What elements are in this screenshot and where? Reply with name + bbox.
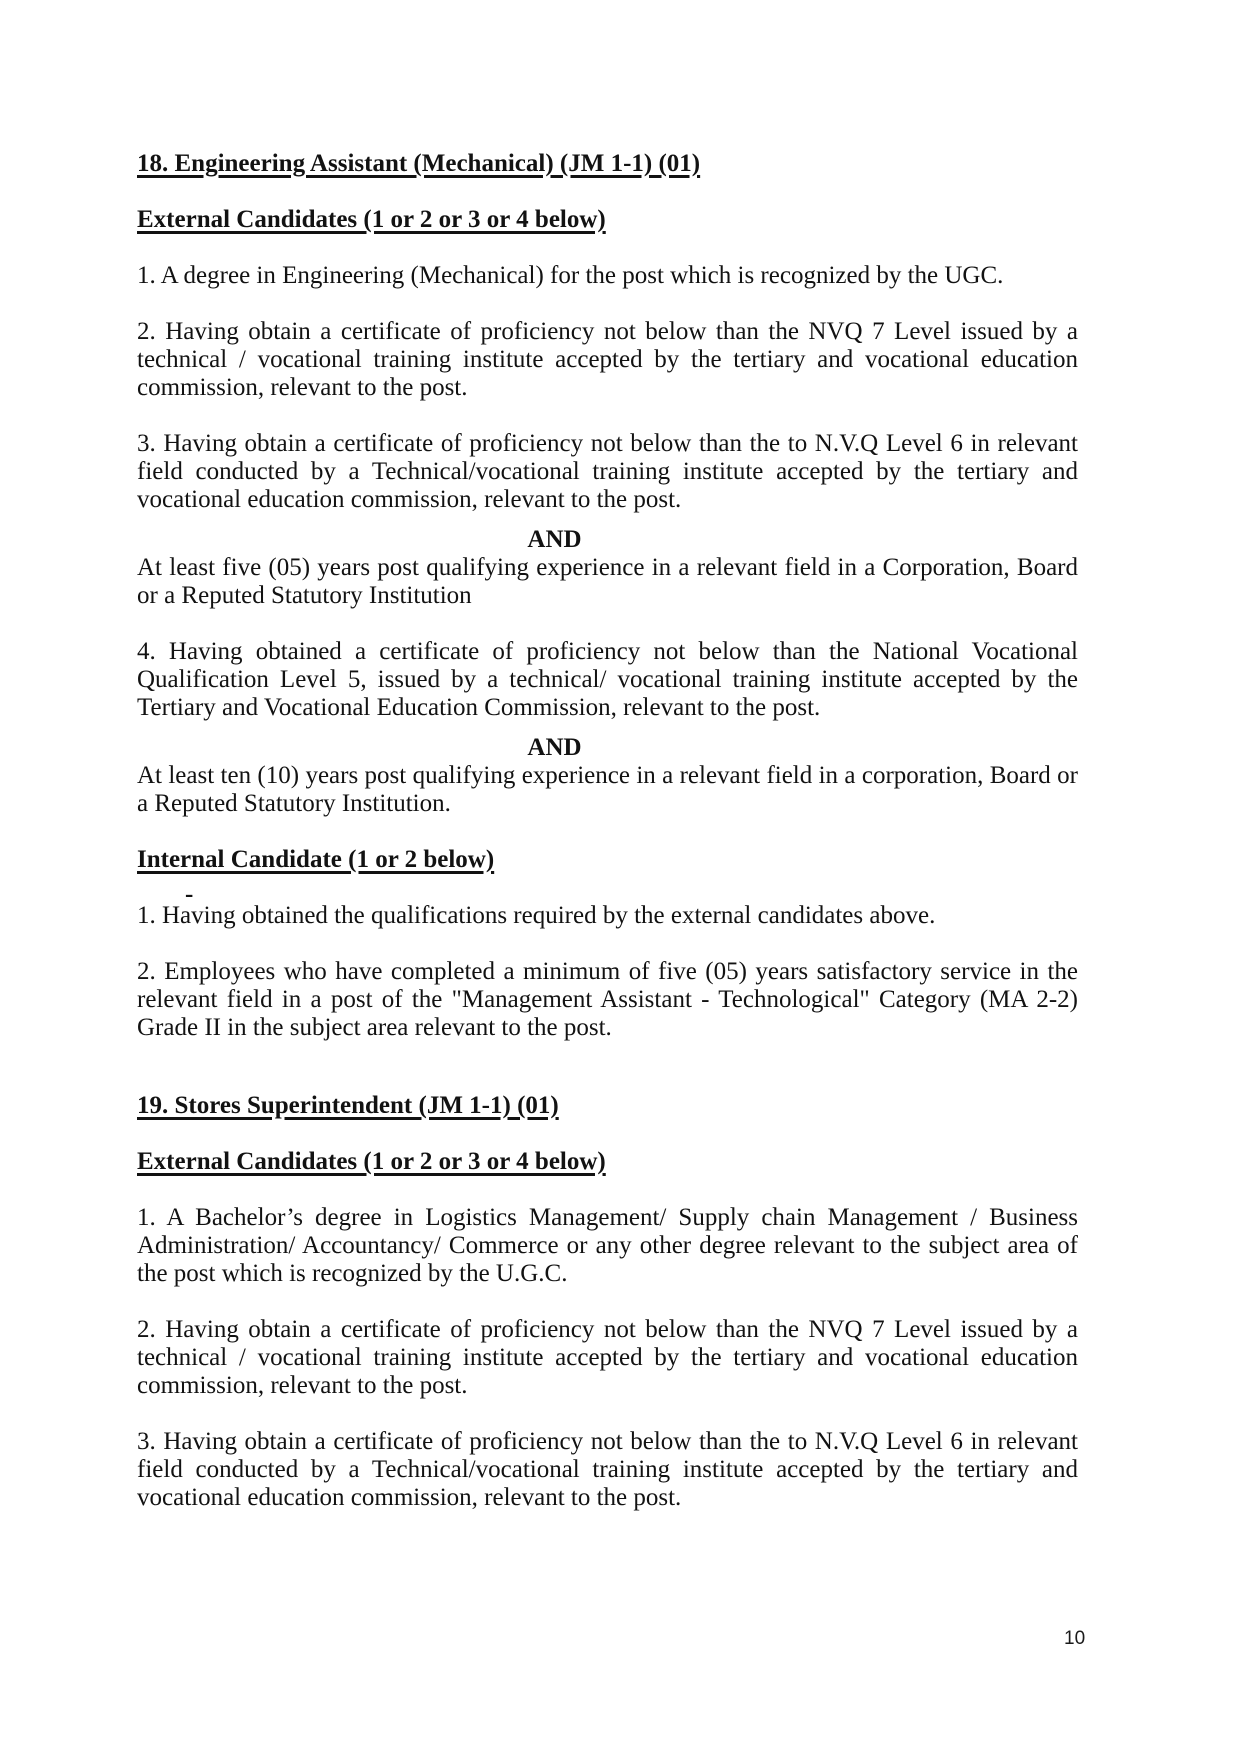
external-candidates-heading: External Candidates (1 or 2 or 3 or 4 below)	[137, 206, 606, 233]
section-19-heading: 19. Stores Superintendent (JM 1-1) (01)	[137, 1092, 559, 1119]
section-18	[137, 150, 1078, 1042]
requirement-item-4: 4. Having obtained a certificate of proficiency not below than the National Vocational Qualification Level 5, issued by a technical/ vocational training institute accepted by the Tertiary and Vocational Education Commission, relevant to the post.	[137, 638, 1078, 721]
external-candidates-heading: External Candidates (1 or 2 or 3 or 4 below)	[137, 1148, 606, 1175]
requirement-item-3: 3. Having obtain a certificate of proficiency not below than the to N.V.Q Level 6 in relevant field conducted by a Technical/vocational training institute accepted by the tertiary and vocational education commission, relevant to the post.	[137, 430, 1078, 513]
section-18-heading: 18. Engineering Assistant (Mechanical) (JM 1-1) (01)	[137, 150, 701, 177]
requirement-item-2: 2. Having obtain a certificate of proficiency not below than the NVQ 7 Level issued by a technical / vocational training institute accepted by the tertiary and vocational education commission, relevant to the post.	[137, 318, 1078, 401]
section-19-external-candidates	[137, 1148, 1078, 1512]
stray-dash-mark: -	[185, 881, 194, 908]
page-number: 10	[1064, 1628, 1086, 1649]
internal-candidate-heading: Internal Candidate (1 or 2 below)	[137, 846, 495, 873]
section-19	[137, 1092, 1078, 1512]
section-18-external-candidates	[137, 206, 1078, 818]
requirement-item-3: 3. Having obtain a certificate of proficiency not below than the to N.V.Q Level 6 in relevant field conducted by a Technical/vocational training institute accepted by the tertiary and vocational education commission, relevant to the post.	[137, 1428, 1078, 1511]
page-content	[137, 150, 1078, 1540]
requirement-item-1: 1. A Bachelor’s degree in Logistics Management/ Supply chain Management / Business Administration/ Accountancy/ Commerce or any other degree relevant to the subject area of the post which is recognized by the U.G.C.	[137, 1204, 1078, 1287]
internal-requirement-item-1: 1. Having obtained the qualifications required by the external candidates above.	[137, 902, 936, 929]
section-18-internal-candidates	[137, 846, 1078, 1042]
conjunction-and: AND	[527, 526, 582, 553]
requirement-item-1: 1. A degree in Engineering (Mechanical) for the post which is recognized by the UGC.	[137, 262, 1004, 289]
internal-requirement-item-2: 2. Employees who have completed a minimum of five (05) years satisfactory service in the relevant field in a post of the "Management Assistant - Technological" Category (MA 2-2) Grade II in the subject area relevant to the post.	[137, 958, 1078, 1041]
experience-note-item-4: At least ten (10) years post qualifying experience in a relevant field in a corporation, Board or a Reputed Statutory Institution.	[137, 762, 1078, 817]
conjunction-and: AND	[527, 734, 582, 761]
requirement-item-2: 2. Having obtain a certificate of proficiency not below than the NVQ 7 Level issued by a technical / vocational training institute accepted by the tertiary and vocational education commission, relevant to the post.	[137, 1316, 1078, 1399]
experience-note-item-3: At least five (05) years post qualifying experience in a relevant field in a Corporation, Board or a Reputed Statutory Institution	[137, 554, 1078, 609]
